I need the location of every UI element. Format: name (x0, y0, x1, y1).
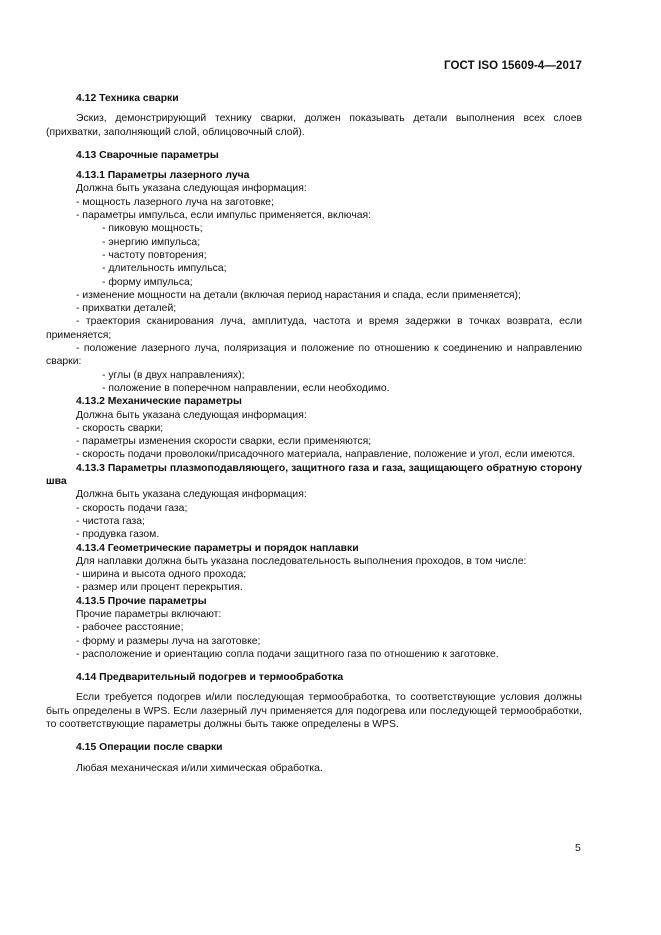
section-4-14-text: Если требуется подогрев и/или последующая термообработка, то соответствующие условия должны быть определены в WPS. Если лазерный луч применяется для подогрева или последующей термообработки, то соответствующие параметры должны быть также определены в WPS. (46, 692, 582, 731)
list-subitem: - частоту повторения; (102, 249, 207, 261)
list-item: - положение лазерного луча, поляризация и положение по отношению к соединению и направлению сварки: (46, 343, 582, 368)
list-item: - скорость подачи проволоки/присадочного материала, направление, положение и угол, если имеются. (76, 449, 576, 461)
list-subitem: - углы (в двух направлениях); (102, 369, 245, 381)
section-4-12-text: Эскиз, демонстрирующий технику сварки, должен показывать детали выполнения всех слоев (прихватки, заполняющий слой, облицовочный слой). (46, 113, 582, 138)
section-4-13-4-intro: Для наплавки должна быть указана последовательность выполнения проходов, в том числе: (76, 555, 527, 567)
list-item: - параметры изменения скорости сварки, если применяются; (76, 436, 372, 448)
list-item: - скорость сварки; (76, 422, 164, 434)
list-subitem: - положение в поперечном направлении, если необходимо. (102, 382, 390, 394)
list-item: - прихватки деталей; (76, 303, 177, 315)
list-item: - ширина и высота одного прохода; (76, 569, 247, 581)
section-4-15-title: 4.15 Операции после сварки (76, 742, 223, 754)
list-item: - траектория сканирования луча, амплитуда, частота и время задержки в точках возврата, если применяется; (46, 316, 582, 341)
section-4-13-2-title: 4.13.2 Механические параметры (76, 396, 242, 408)
list-item: - скорость подачи газа; (76, 502, 188, 514)
list-item: - параметры импульса, если импульс применяется, включая: (76, 210, 372, 222)
list-subitem: - пиковую мощность; (102, 223, 203, 235)
list-subitem: - длительность импульса; (102, 263, 227, 275)
page-number: 5 (575, 843, 581, 854)
list-item: - чистота газа; (76, 515, 145, 527)
list-item: - форму и размеры луча на заготовке; (76, 635, 261, 647)
section-4-13-1-intro: Должна быть указана следующая информация: (76, 183, 307, 195)
section-4-12-title: 4.12 Техника сварки (76, 93, 179, 104)
list-item: - рабочее расстояние; (76, 622, 184, 634)
section-4-13-5-intro: Прочие параметры включают: (76, 608, 222, 620)
section-4-15-text: Любая механическая и/или химическая обработка. (76, 762, 323, 774)
list-item: - изменение мощности на детали (включая период нарастания и спада, если применяется); (76, 289, 521, 301)
section-4-13-title: 4.13 Сварочные параметры (76, 149, 219, 161)
list-item: - расположение и ориентацию сопла подачи защитного газа по отношению к заготовке. (76, 648, 499, 660)
section-4-13-5-title: 4.13.5 Прочие параметры (76, 595, 207, 607)
section-4-14-title: 4.14 Предварительный подогрев и термообработка (76, 672, 344, 684)
section-4-13-3-title: 4.13.3 Параметры плазмоподавляющего, защитного газа и газа, защищающего обратную сторону шва (46, 462, 582, 488)
standard-header: ГОСТ ISO 15609-4—2017 (444, 60, 582, 72)
list-item: - продувка газом. (76, 529, 160, 541)
list-subitem: - энергию импульса; (102, 236, 201, 248)
section-4-13-2-intro: Должна быть указана следующая информация: (76, 409, 307, 421)
section-4-13-4-title: 4.13.4 Геометрические параметры и порядок наплавки (76, 542, 359, 554)
list-subitem: - форму импульса; (102, 276, 193, 288)
list-item: - размер или процент перекрытия. (76, 582, 243, 594)
section-4-13-1-title: 4.13.1 Параметры лазерного луча (76, 170, 250, 182)
document-body (46, 92, 582, 775)
list-item: - мощность лазерного луча на заготовке; (76, 196, 274, 208)
section-4-13-3-intro: Должна быть указана следующая информация: (76, 489, 307, 501)
